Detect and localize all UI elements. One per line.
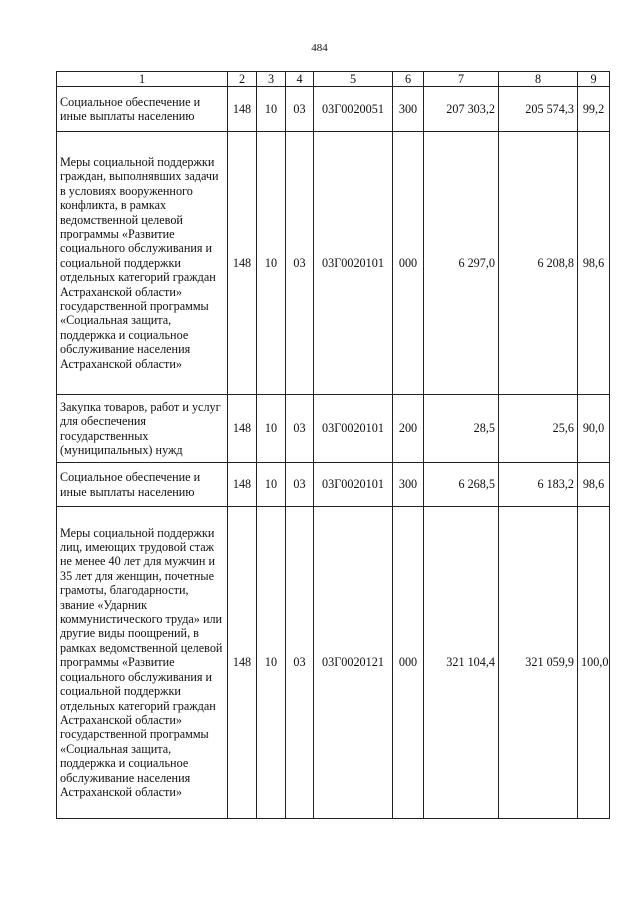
cell-amount-7: 321 104,4 [424, 507, 499, 819]
cell-amount-8: 205 574,3 [499, 87, 578, 132]
cell-code-2: 148 [228, 507, 257, 819]
cell-code-2: 148 [228, 87, 257, 132]
cell-code-3: 10 [257, 507, 286, 819]
column-header: 9 [578, 72, 610, 87]
column-header: 3 [257, 72, 286, 87]
budget-table [56, 71, 610, 819]
cell-code-3: 10 [257, 395, 286, 463]
cell-amount-8: 25,6 [499, 395, 578, 463]
column-header: 2 [228, 72, 257, 87]
cell-code-5: 03Г0020101 [314, 463, 393, 507]
column-header: 8 [499, 72, 578, 87]
cell-code-3: 10 [257, 87, 286, 132]
row-name: Меры социальной поддержки граждан, выполнявших задачи в условиях вооруженного конфликта, в рамках ведомственной целевой программы «Развитие социального обслуживания и социальной поддержки отдельных категорий граждан Астраханской области» государственной программы «Социальная защита, поддержка и социальное обслуживание населения Астраханской области» [57, 132, 228, 395]
cell-code-3: 10 [257, 463, 286, 507]
cell-code-4: 03 [286, 463, 314, 507]
column-header: 5 [314, 72, 393, 87]
row-name: Меры социальной поддержки лиц, имеющих трудовой стаж не менее 40 лет для мужчин и 35 лет для женщин, почетные грамоты, благодарности, звание «Ударник коммунистического труда» или другие виды поощрений, в рамках ведомственной целевой программы «Развитие социального обслуживания и социальной поддержки отдельных категорий граждан Астраханской области» государственной программы «Социальная защита, поддержка и социальное обслуживание населения Астраханской области» [57, 507, 228, 819]
cell-code-2: 148 [228, 395, 257, 463]
cell-code-5: 03Г0020101 [314, 132, 393, 395]
cell-amount-8: 6 208,8 [499, 132, 578, 395]
row-name: Социальное обеспечение и иные выплаты населению [57, 463, 228, 507]
table-row [57, 395, 610, 463]
column-header: 7 [424, 72, 499, 87]
cell-code-3: 10 [257, 132, 286, 395]
column-header: 4 [286, 72, 314, 87]
cell-amount-7: 207 303,2 [424, 87, 499, 132]
cell-code-6: 300 [393, 463, 424, 507]
cell-percent-9: 98,6 [578, 132, 610, 395]
page-number: 484 [311, 42, 328, 54]
cell-amount-8: 6 183,2 [499, 463, 578, 507]
cell-percent-9: 100,0 [578, 507, 610, 819]
cell-code-4: 03 [286, 132, 314, 395]
cell-code-2: 148 [228, 132, 257, 395]
cell-amount-7: 28,5 [424, 395, 499, 463]
cell-percent-9: 99,2 [578, 87, 610, 132]
cell-amount-7: 6 297,0 [424, 132, 499, 395]
cell-code-5: 03Г0020101 [314, 395, 393, 463]
cell-percent-9: 90,0 [578, 395, 610, 463]
table-row [57, 132, 610, 395]
cell-code-6: 000 [393, 507, 424, 819]
table-header-row [57, 72, 610, 87]
table-row [57, 507, 610, 819]
column-header: 6 [393, 72, 424, 87]
cell-code-5: 03Г0020051 [314, 87, 393, 132]
table-row [57, 87, 610, 132]
cell-code-4: 03 [286, 507, 314, 819]
row-name: Закупка товаров, работ и услуг для обеспечения государственных (муниципальных) нужд [57, 395, 228, 463]
cell-code-6: 200 [393, 395, 424, 463]
cell-code-2: 148 [228, 463, 257, 507]
table-row [57, 463, 610, 507]
cell-code-6: 000 [393, 132, 424, 395]
cell-amount-7: 6 268,5 [424, 463, 499, 507]
cell-amount-8: 321 059,9 [499, 507, 578, 819]
cell-code-6: 300 [393, 87, 424, 132]
row-name: Социальное обеспечение и иные выплаты населению [57, 87, 228, 132]
cell-code-4: 03 [286, 395, 314, 463]
column-header: 1 [57, 72, 228, 87]
cell-code-5: 03Г0020121 [314, 507, 393, 819]
cell-code-4: 03 [286, 87, 314, 132]
cell-percent-9: 98,6 [578, 463, 610, 507]
